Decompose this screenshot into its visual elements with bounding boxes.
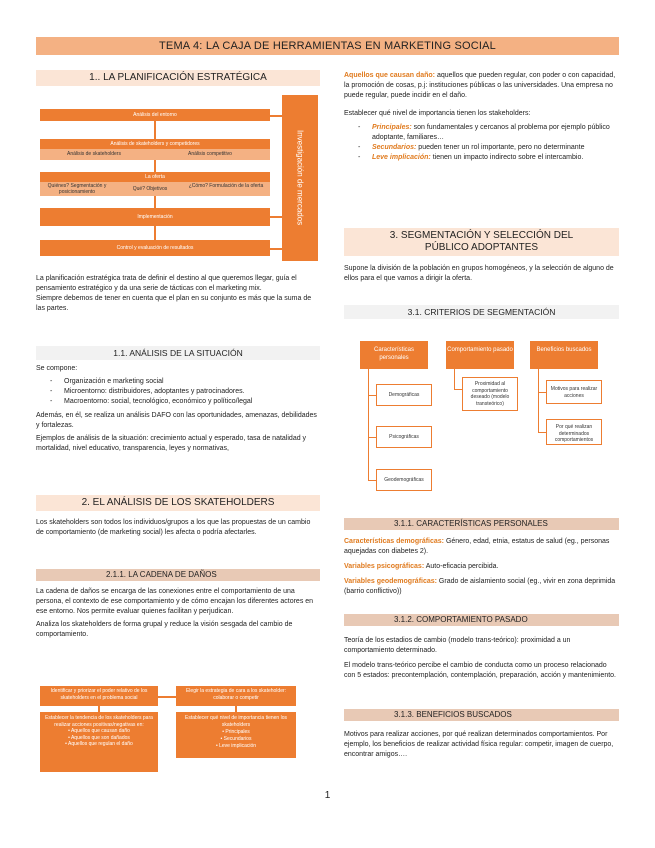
diagram-box-control: Control y evaluación de resultados xyxy=(40,240,270,256)
beneficios-text xyxy=(344,730,619,763)
diagram-box-quienes: Quiénes? Segmentación y posicionamiento xyxy=(47,183,107,195)
analisis-p2: Ejemplos de análisis de la situación: crecimiento actual y esperado, tasa de natalidad y mortalidad, nivel educativo, transparencia, leyes y normativas, xyxy=(36,435,307,452)
diagram-connector xyxy=(538,369,539,433)
list-item: - Microentorno: distribuidores, adoptantes y patrocinadores. xyxy=(50,388,245,395)
comportamiento-p2: El modelo trans-teórico percibe el cambio de conducta como un proceso relacionado con 5 estados: precontemplación, contemplación, preparación, acción y mantenimiento. xyxy=(344,662,616,679)
criteria-box-motivos: Motivos para realizar acciones xyxy=(546,380,602,404)
planificacion-p1: La planificación estratégica trata de definir el destino al que queremos llegar, guía el pensamiento estratégico y da una serie de tácticas con el marketing mix. xyxy=(36,275,297,292)
criteria-box-por-que: Por qué realizan determinados comportamientos xyxy=(546,419,602,445)
section-heading-segmentacion: 3. SEGMENTACIÓN Y SELECCIÓN DEL PÚBLICO ADOPTANTES xyxy=(344,228,619,256)
diagram-connector xyxy=(154,160,156,172)
harm-box-importancia: Establecer qué nivel de importancia tienen los skateholders • Principales • Secundarios • Leve implicación xyxy=(176,712,296,758)
segmentacion-text xyxy=(344,264,619,287)
diagram-connector xyxy=(158,696,176,698)
analisis-p1: Además, en él, se realiza un análisis DAFO con las oportunidades, amenazas, debilidades y fortalezas. xyxy=(36,412,317,429)
section-heading-beneficios: 3.1.3. BENEFICIOS BUSCADOS xyxy=(344,709,619,721)
diagram-connector xyxy=(368,437,376,438)
list-item: - Secundarios: pueden tener un rol importante, pero no determinante xyxy=(358,144,585,151)
analisis-intro: Se compone: xyxy=(36,365,78,372)
planificacion-text xyxy=(36,274,320,317)
diagram-box-analisis-skateholders: Análisis de skateholders xyxy=(67,151,121,157)
diagram-connector xyxy=(368,480,376,481)
list-item: - Principales: son fundamentales y cercanos al problema por ejemplo público adoptante, familiares… xyxy=(358,124,610,141)
causan-dano-body: aquellos que pueden regular, con poder o con capacidad, la promoción de cosas, p.j: instituciones públicas o las universidades. Una empresa no puede regular, puede incidir en el daño. xyxy=(344,72,616,99)
diagram-connector xyxy=(270,115,282,117)
section-heading-planificacion: 1.. LA PLANIFICACIÓN ESTRATÉGICA xyxy=(36,70,320,86)
diagram-connector xyxy=(454,369,455,389)
criteria-box-beneficios: Beneficios buscados xyxy=(530,341,598,369)
harm-box-identificar: Identificar y priorizar el poder relativo de los skateholders en el problema social xyxy=(40,686,158,706)
section-heading-cadena-danos: 2.1.1. LA CADENA DE DAÑOS xyxy=(36,569,320,581)
section-heading-comportamiento: 3.1.2. COMPORTAMIENTO PASADO xyxy=(344,614,619,626)
criteria-box-personales: Características personales xyxy=(360,341,428,369)
beneficios-p1: Motivos para realizar acciones, por qué realizan determinados comportamientos. Por ejemplo, los beneficios de realizar actividad física regular: competir, imagen de cuerpo, encontrar amigos…. xyxy=(344,731,614,758)
criteria-box-psicograficas: Psicográficas xyxy=(376,426,432,448)
diagram-connector xyxy=(270,216,282,218)
diagram-side-investigacion: Investigación de mercados xyxy=(282,95,318,261)
cadena-p2: Analiza los skateholders de forma grupal y reduce la visión sesgada del cambio de comportamiento. xyxy=(36,621,293,638)
planificacion-p2: Siempre debemos de tener en cuenta que el plan en su conjunto es más que la suma de las partes. xyxy=(36,295,312,312)
diagram-box-oferta: La oferta xyxy=(40,172,270,182)
diagram-box-que: Qué? Objetivos xyxy=(132,186,168,192)
page-title: TEMA 4: LA CAJA DE HERRAMIENTAS EN MARKETING SOCIAL xyxy=(36,37,619,55)
skateholders-text xyxy=(36,518,320,541)
list-item: - Leve implicación: tienen un impacto indirecto sobre el intercambio. xyxy=(358,154,584,161)
diagram-connector xyxy=(538,392,546,393)
criteria-box-proximidad: Proximidad al comportamiento deseado (modelo transteórico) xyxy=(462,377,518,411)
diagram-connector xyxy=(270,248,282,250)
harm-box-estrategia: Elegir la estrategia de cara a los skateholder: colaborar o competir xyxy=(176,686,296,706)
diagram-connector xyxy=(368,369,369,481)
list-item: - Macroentorno: social, tecnológico, económico y político/legal xyxy=(50,398,253,405)
segmentacion-p1: Supone la división de la población en grupos homogéneos, y la selección de alguno de ellos para el que vamos a dirigir la oferta. xyxy=(344,265,614,282)
criteria-box-demograficas: Demográficas xyxy=(376,384,432,406)
cadena-p1: La cadena de daños se encarga de las conexiones entre el comportamiento de una persona, el contexto de ese comportamiento y de cómo encajan los diferentes actores en ese entorno. Nos permite evaluar quienes facilitan y perjudican. xyxy=(36,588,314,615)
importancia-intro: Establecer qué nivel de importancia tienen los stakeholders: xyxy=(344,110,531,117)
diagram-box-skateholders: Análisis de skateholders y competidores xyxy=(40,139,270,149)
diagram-box-analisis-competitivo: Análisis competitivo xyxy=(188,151,232,157)
diagram-box-como: ¿Cómo? Formulación de la oferta xyxy=(188,183,264,189)
cadena-danos-text xyxy=(36,587,320,643)
causan-dano-lead: Aquellos que causan daño: xyxy=(344,72,436,79)
diagram-connector xyxy=(154,121,156,139)
section-heading-criterios: 3.1. CRITERIOS DE SEGMENTACIÓN xyxy=(344,305,619,319)
page-number: 1 xyxy=(324,790,331,801)
section-heading-analisis-situacion: 1.1. ANÁLISIS DE LA SITUACIÓN xyxy=(36,346,320,360)
diagram-connector xyxy=(154,196,156,208)
comportamiento-p1: Teoría de los estadios de cambio (modelo trans-teórico): proximidad a un comportamiento determinado. xyxy=(344,637,571,654)
diagram-connector xyxy=(538,432,546,433)
harm-box-tendencia: Establecer la tendencia de los skateholders para realizar acciones positivas/negativas en: • Aquellos que causan daño • Aquellos que son dañados • Aquellos que regulan el daño xyxy=(40,712,158,772)
criteria-box-geodemograficas: Geodemográficas xyxy=(376,469,432,491)
skateholders-p1: Los skateholders son todos los individuos/grupos a los que las propuestas de un cambio de comportamiento (de marketing social) les afecta o podría afectarles. xyxy=(36,519,311,536)
diagram-box-entorno: Análisis del entorno xyxy=(40,109,270,121)
section-heading-caracteristicas: 3.1.1. CARACTERÍSTICAS PERSONALES xyxy=(344,518,619,530)
diagram-box-implementacion: Implementación xyxy=(40,208,270,226)
section-heading-skateholders: 2. EL ANÁLISIS DE LOS SKATEHOLDERS xyxy=(36,495,320,511)
list-item: - Organización e marketing social xyxy=(50,378,164,385)
comportamiento-text xyxy=(344,636,619,684)
criteria-box-pasado: Comportamiento pasado xyxy=(446,341,514,369)
analisis-situacion-text xyxy=(36,364,320,457)
diagram-connector xyxy=(368,395,376,396)
caracteristicas-text: Características demográficas: Género, edad, etnia, estatus de salud (eg., personas aquejadas con diabetes 2). Variables psicográficas: Auto-eficacia percibida. Variables geodemográficas: Grado de aislamiento social (eg., vivir en zona deprimida (barrio conflictivo)) xyxy=(344,538,616,595)
diagram-connector xyxy=(154,226,156,240)
diagram-connector xyxy=(454,389,462,390)
causan-dano-text xyxy=(344,71,619,163)
